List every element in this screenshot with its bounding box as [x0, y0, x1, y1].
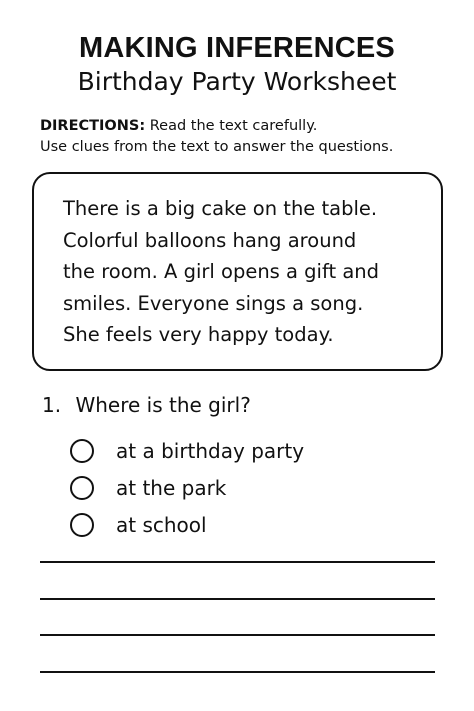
passage-line: There is a big cake on the table.	[63, 197, 378, 220]
answer-option-park[interactable]	[70, 469, 304, 506]
radio-circle-icon[interactable]	[70, 439, 94, 463]
option-label: at the park	[116, 475, 227, 500]
directions-label: DIRECTIONS:	[40, 118, 146, 134]
option-label: at a birthday party	[116, 438, 305, 463]
answer-writing-line[interactable]	[40, 561, 435, 563]
passage-line: Colorful balloons hang around	[63, 228, 357, 252]
worksheet-subtitle: Birthday Party Worksheet	[77, 67, 397, 96]
question-1	[42, 393, 251, 417]
radio-circle-icon[interactable]	[70, 513, 94, 537]
answer-option-school[interactable]	[70, 506, 304, 543]
passage-line: the room. A girl opens a gift and	[63, 260, 380, 283]
directions	[40, 116, 460, 158]
reading-passage-box	[32, 172, 443, 371]
answer-writing-line[interactable]	[40, 598, 435, 600]
directions-text-2: Use clues from the text to answer the questions.	[40, 139, 394, 155]
answer-writing-line[interactable]	[40, 634, 435, 636]
answer-options	[70, 432, 304, 543]
answer-writing-line[interactable]	[40, 671, 435, 673]
directions-text-1: Read the text carefully.	[149, 118, 318, 134]
question-text: Where is the girl?	[75, 393, 251, 417]
worksheet-title: MAKING INFERENCES	[79, 32, 395, 64]
radio-circle-icon[interactable]	[70, 476, 94, 500]
passage-line: smiles. Everyone sings a song.	[63, 291, 364, 315]
directions-line-1	[40, 116, 460, 137]
option-label: at school	[116, 512, 207, 537]
passage-line: She feels very happy today.	[63, 323, 334, 346]
question-number: 1.	[42, 393, 62, 417]
answer-option-birthday-party[interactable]	[70, 432, 304, 469]
